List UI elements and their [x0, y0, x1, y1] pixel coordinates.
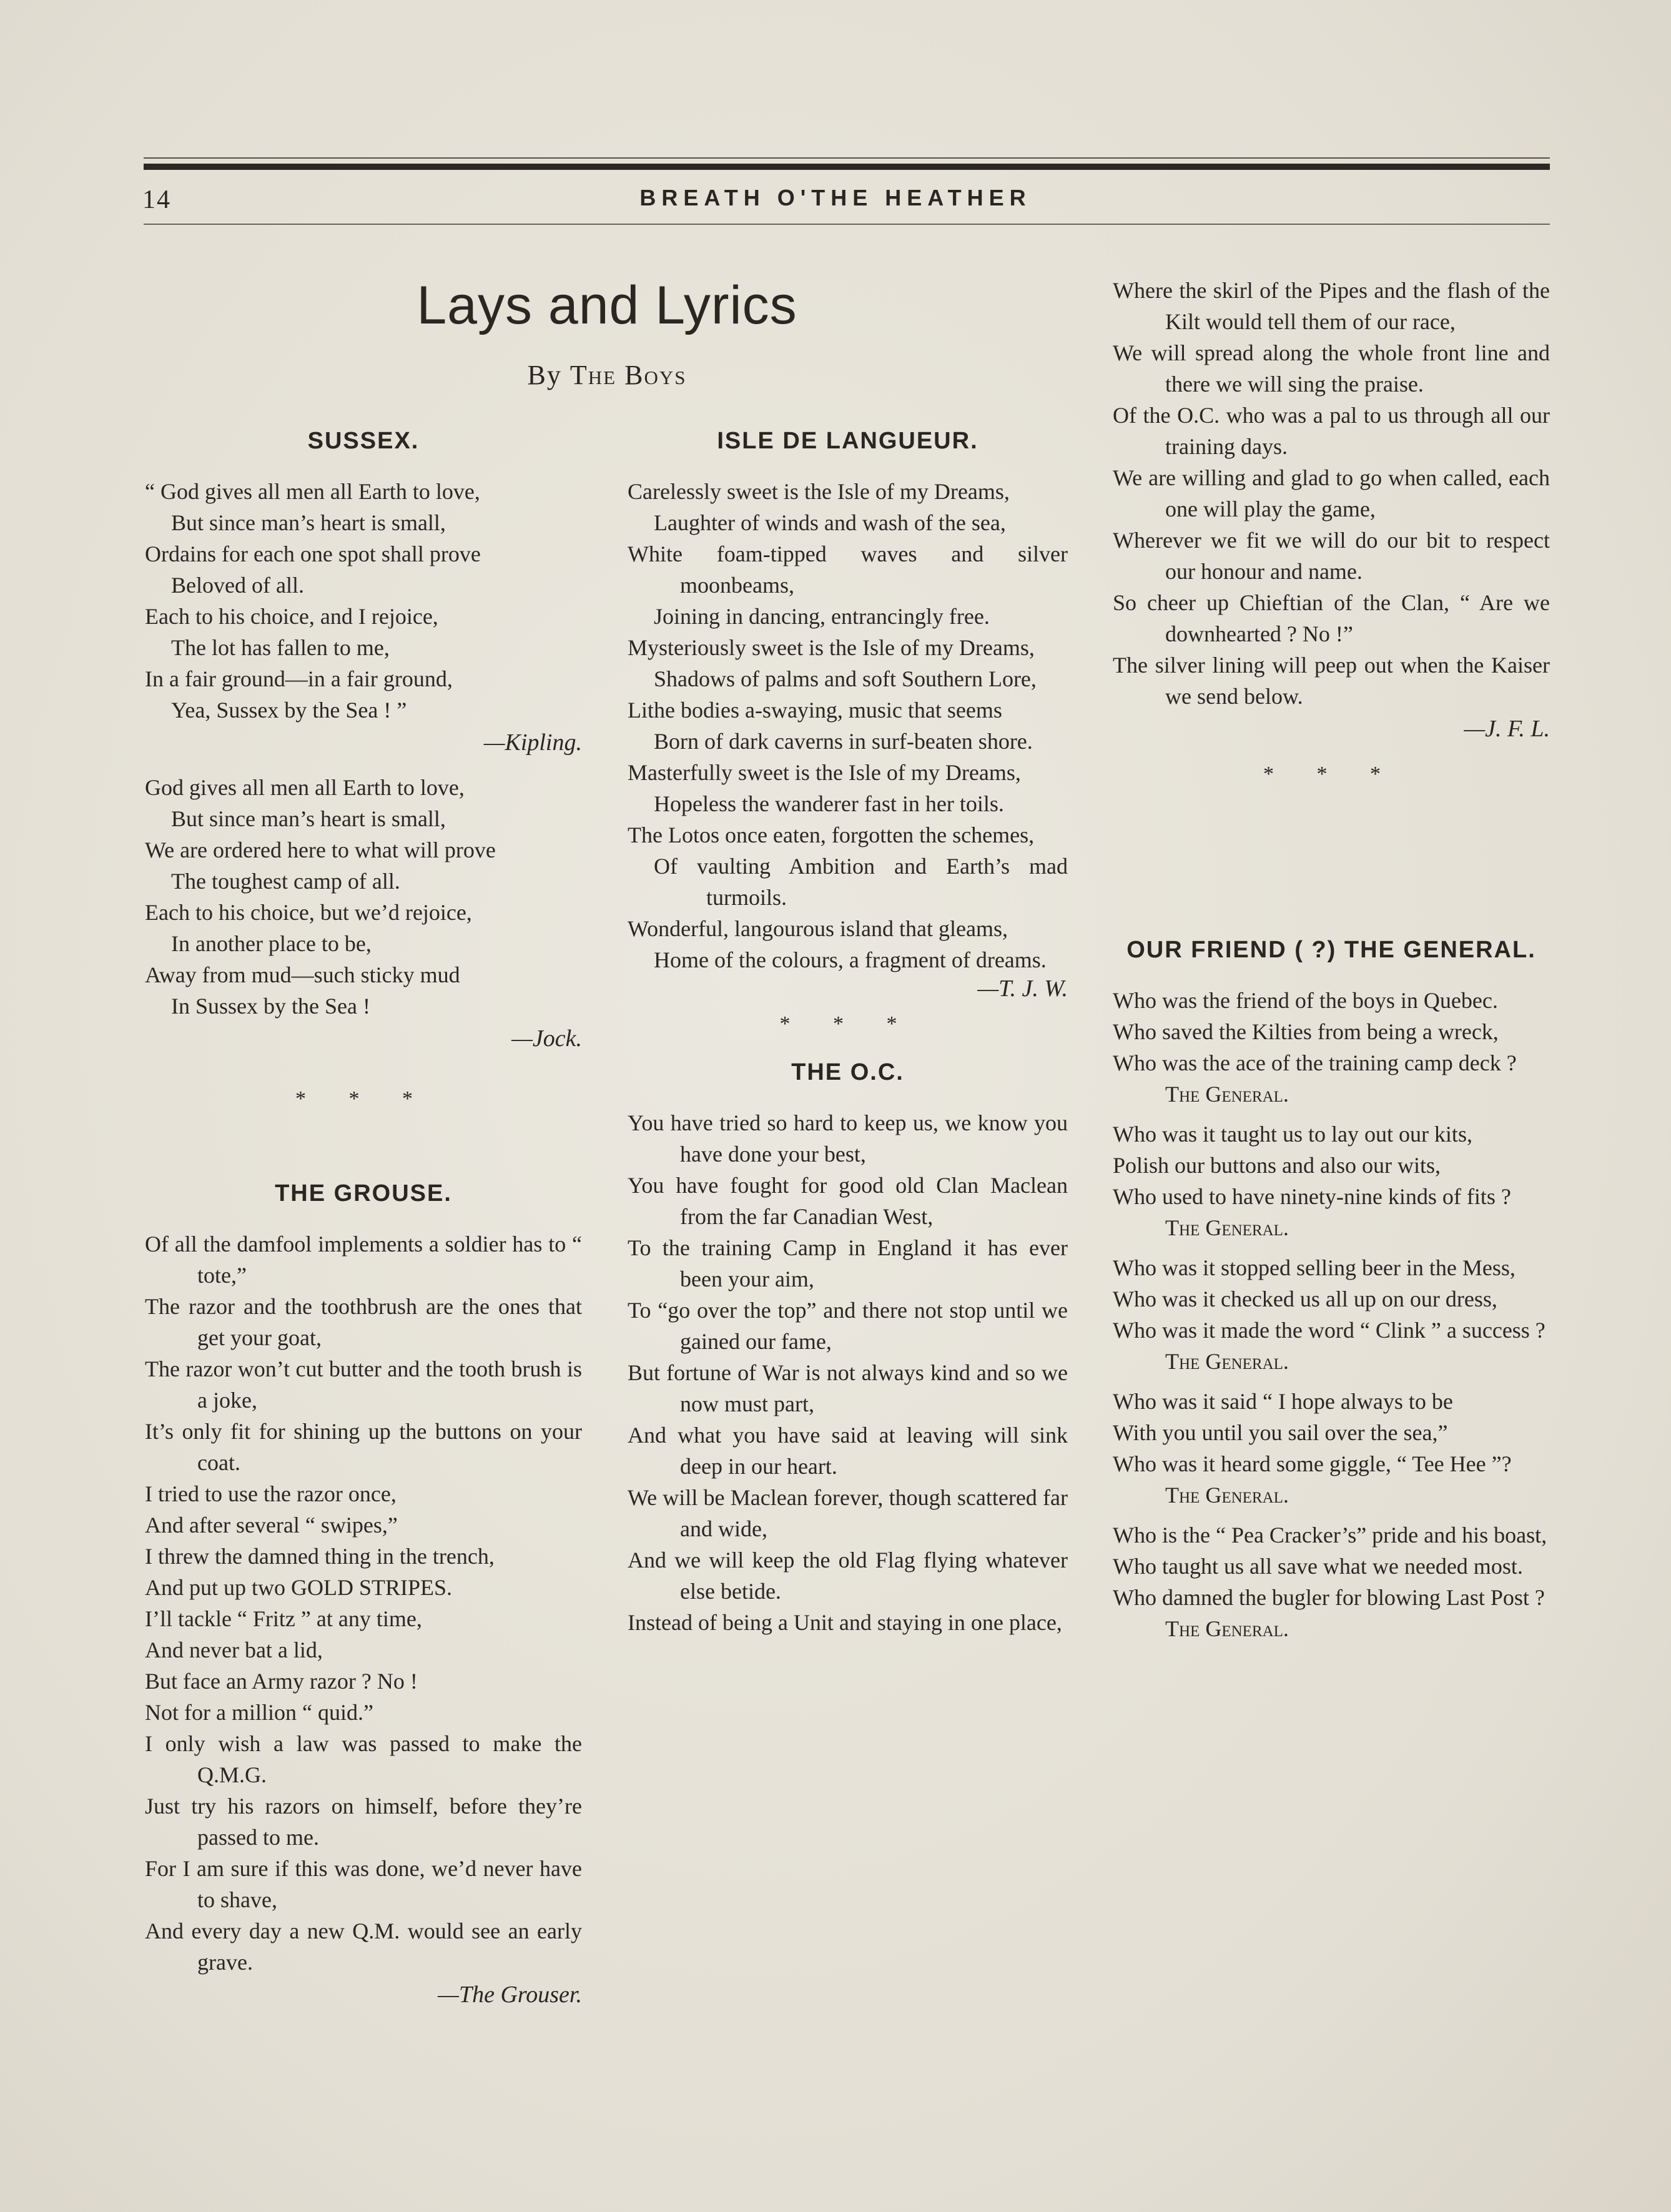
poem-signature: —Kipling. [483, 729, 582, 756]
poem-line: Just try his razors on himself, before they’re passed to me. [145, 1794, 582, 1850]
poem-line: Who damned the bugler for blowing Last Post ? [1113, 1585, 1545, 1610]
poem-line: To “go over the top” and there not stop until we gained our fame, [628, 1298, 1068, 1354]
sussex-stanza-2 [145, 772, 582, 1022]
poem-line: The lot has fallen to me, [171, 635, 390, 660]
poem-title: OUR FRIEND ( ?) THE GENERAL. [1126, 937, 1536, 963]
poem-line: Who used to have ninety-nine kinds of fits ? [1113, 1184, 1511, 1209]
poem-signature: —T. J. W. [977, 975, 1068, 1002]
poem-oc-continued [1113, 275, 1550, 824]
refrain-line: The General. [1165, 1616, 1289, 1641]
poem-line: Mysteriously sweet is the Isle of my Dreams, [628, 635, 1035, 660]
poem-line: Who saved the Kilties from being a wreck, [1113, 1019, 1499, 1044]
section-separator: * * * [295, 1087, 431, 1110]
poem-sussex [145, 428, 582, 1155]
poem-line: The razor won’t cut butter and the tooth brush is a joke, [145, 1356, 582, 1413]
poem-line: We are willing and glad to go when called, each one will play the game, [1113, 465, 1550, 521]
poem-line: Away from mud—such sticky mud [145, 962, 460, 987]
poem-line: Who was it said “ I hope always to be [1113, 1389, 1453, 1414]
section-separator: * * * [1263, 763, 1399, 786]
poem-signature: —Jock. [511, 1025, 582, 1052]
poem-line: Of the O.C. who was a pal to us through all our training days. [1113, 403, 1550, 459]
byline-prefix: By [527, 360, 562, 390]
poem-line: Who was the friend of the boys in Quebec. [1113, 988, 1498, 1013]
poem-line: Hopeless the wanderer fast in her toils. [654, 791, 1004, 816]
running-head: BREATH O'THE HEATHER [639, 185, 1032, 210]
poem-title: THE GROUSE. [275, 1180, 452, 1207]
poem-isle-de-langueur [628, 428, 1068, 1638]
poem-line: And never bat a lid, [145, 1637, 323, 1662]
poem-line: But since man’s heart is small, [171, 806, 446, 831]
poem-line: Wonderful, langourous island that gleams, [628, 916, 1008, 941]
article-byline [145, 359, 1069, 391]
poem-line: Polish our buttons and also our wits, [1113, 1153, 1441, 1178]
poem-line: The toughest camp of all. [171, 869, 400, 894]
poem-line: Shadows of palms and soft Southern Lore, [654, 666, 1037, 691]
poem-line: Who was it taught us to lay out our kits, [1113, 1122, 1472, 1147]
poem-line: And we will keep the old Flag flying whatever else betide. [628, 1548, 1068, 1604]
poem-line: And what you have said at leaving will sink deep in our heart. [628, 1423, 1068, 1479]
poem-line: Joining in dancing, entrancingly free. [654, 604, 990, 629]
poem-line: Where the skirl of the Pipes and the flash of the Kilt would tell them of our race, [1113, 278, 1550, 334]
poem-line: Ordains for each one spot shall prove [145, 541, 481, 566]
poem-line: But face an Army razor ? No ! [145, 1669, 418, 1694]
poem-our-friend-the-general [1113, 937, 1550, 1644]
poem-line: The silver lining will peep out when the Kaiser we send below. [1113, 653, 1550, 709]
section-separator: * * * [779, 1012, 916, 1035]
poem-line: Born of dark caverns in surf-beaten shore. [654, 729, 1033, 754]
poem-line: To the training Camp in England it has ever been your aim, [628, 1235, 1068, 1291]
poem-line: You have fought for good old Clan Maclean from the far Canadian West, [628, 1173, 1068, 1229]
poem-line: With you until you sail over the sea,” [1113, 1420, 1448, 1445]
poem-line: And after several “ swipes,” [145, 1513, 398, 1538]
poem-line: Home of the colours, a fragment of dreams. [654, 947, 1047, 972]
header-rule-thin-top [144, 157, 1550, 159]
poem-line: Who was it heard some giggle, “ Tee Hee ”? [1113, 1451, 1512, 1476]
poem-line: We will spread along the whole front line and there we will sing the praise. [1113, 340, 1550, 397]
refrain-line: The General. [1165, 1082, 1289, 1107]
refrain-line: The General. [1165, 1483, 1289, 1508]
poem-line: Masterfully sweet is the Isle of my Dreams, [628, 760, 1021, 785]
poem-line: Who is the “ Pea Cracker’s” pride and his boast, [1113, 1523, 1547, 1548]
poem-line: But since man’s heart is small, [171, 510, 446, 535]
poem-line: Beloved of all. [171, 573, 304, 598]
poem-line: Instead of being a Unit and staying in one place, [628, 1610, 1062, 1635]
poem-grouse [145, 1180, 582, 2012]
poem-line: “ God gives all men all Earth to love, [145, 479, 480, 504]
poem-line: It’s only fit for shining up the buttons on your coat. [145, 1419, 582, 1475]
poem-line: I tried to use the razor once, [145, 1481, 397, 1506]
poem-line: In Sussex by the Sea ! [171, 994, 370, 1019]
article-title: Lays and Lyrics [417, 275, 797, 335]
poem-line: Who was it stopped selling beer in the Mess, [1113, 1255, 1516, 1280]
poem-line: Of vaulting Ambition and Earth’s mad turmoils. [654, 854, 1068, 910]
poem-line: I’ll tackle “ Fritz ” at any time, [145, 1606, 422, 1631]
poem-line: Who was the ace of the training camp deck ? [1113, 1050, 1517, 1075]
poem-line: In another place to be, [171, 931, 372, 956]
poem-line: Laughter of winds and wash of the sea, [654, 510, 1006, 535]
poem-line: In a fair ground—in a fair ground, [145, 666, 453, 691]
poem-line: So cheer up Chieftian of the Clan, “ Are we downhearted ? No !” [1113, 590, 1550, 646]
header-rule-bottom [144, 224, 1550, 225]
byline-name: The Boys [569, 360, 687, 390]
poem-line: But fortune of War is not always kind and so we now must part, [628, 1360, 1068, 1416]
poem-line: Carelessly sweet is the Isle of my Dreams, [628, 479, 1010, 504]
poem-line: Wherever we fit we will do our bit to respect our honour and name. [1113, 528, 1550, 584]
poem-line: You have tried so hard to keep us, we know you have done your best, [628, 1110, 1068, 1167]
poem-line: And every day a new Q.M. would see an early grave. [145, 1918, 582, 1975]
poem-line: I only wish a law was passed to make the Q.M.G. [145, 1731, 582, 1787]
poem-title: SUSSEX. [307, 428, 420, 454]
poem-line: Who was it checked us all up on our dress, [1113, 1286, 1497, 1311]
poem-line: The Lotos once eaten, forgotten the schemes, [628, 822, 1035, 847]
poem-line: Of all the damfool implements a soldier has to “ tote,” [145, 1232, 582, 1288]
refrain-line: The General. [1165, 1349, 1289, 1374]
poem-line: White foam-tipped waves and silver moonbeams, [628, 541, 1068, 598]
page-number: 14 [142, 185, 171, 214]
poem-line: Each to his choice, and I rejoice, [145, 604, 438, 629]
poem-signature: —The Grouser. [438, 1982, 582, 2008]
poem-line: Who was it made the word “ Clink ” a success ? [1113, 1318, 1545, 1343]
poem-line: God gives all men all Earth to love, [145, 775, 465, 800]
poem-line: Not for a million “ quid.” [145, 1700, 373, 1725]
header-rule-thick [144, 164, 1550, 170]
refrain-line: The General. [1165, 1215, 1289, 1240]
poem-line: For I am sure if this was done, we’d never have to shave, [145, 1856, 582, 1912]
poem-title: THE O.C. [791, 1059, 904, 1085]
poem-title: ISLE DE LANGUEUR. [717, 428, 978, 454]
poem-line: The razor and the toothbrush are the ones that get your goat, [145, 1294, 582, 1350]
poem-line: Lithe bodies a-swaying, music that seems [628, 698, 1002, 723]
sussex-stanza-1 [145, 476, 582, 726]
poem-line: We are ordered here to what will prove [145, 837, 496, 862]
poem-line: Who taught us all save what we needed most. [1113, 1554, 1523, 1579]
poem-line: We will be Maclean forever, though scattered far and wide, [628, 1485, 1068, 1541]
poem-line: Yea, Sussex by the Sea ! ” [171, 698, 407, 723]
poem-line: Each to his choice, but we’d rejoice, [145, 900, 472, 925]
poem-line: And put up two GOLD STRIPES. [145, 1575, 453, 1600]
poem-signature: —J. F. L. [1464, 716, 1550, 742]
poem-line: I threw the damned thing in the trench, [145, 1544, 495, 1569]
